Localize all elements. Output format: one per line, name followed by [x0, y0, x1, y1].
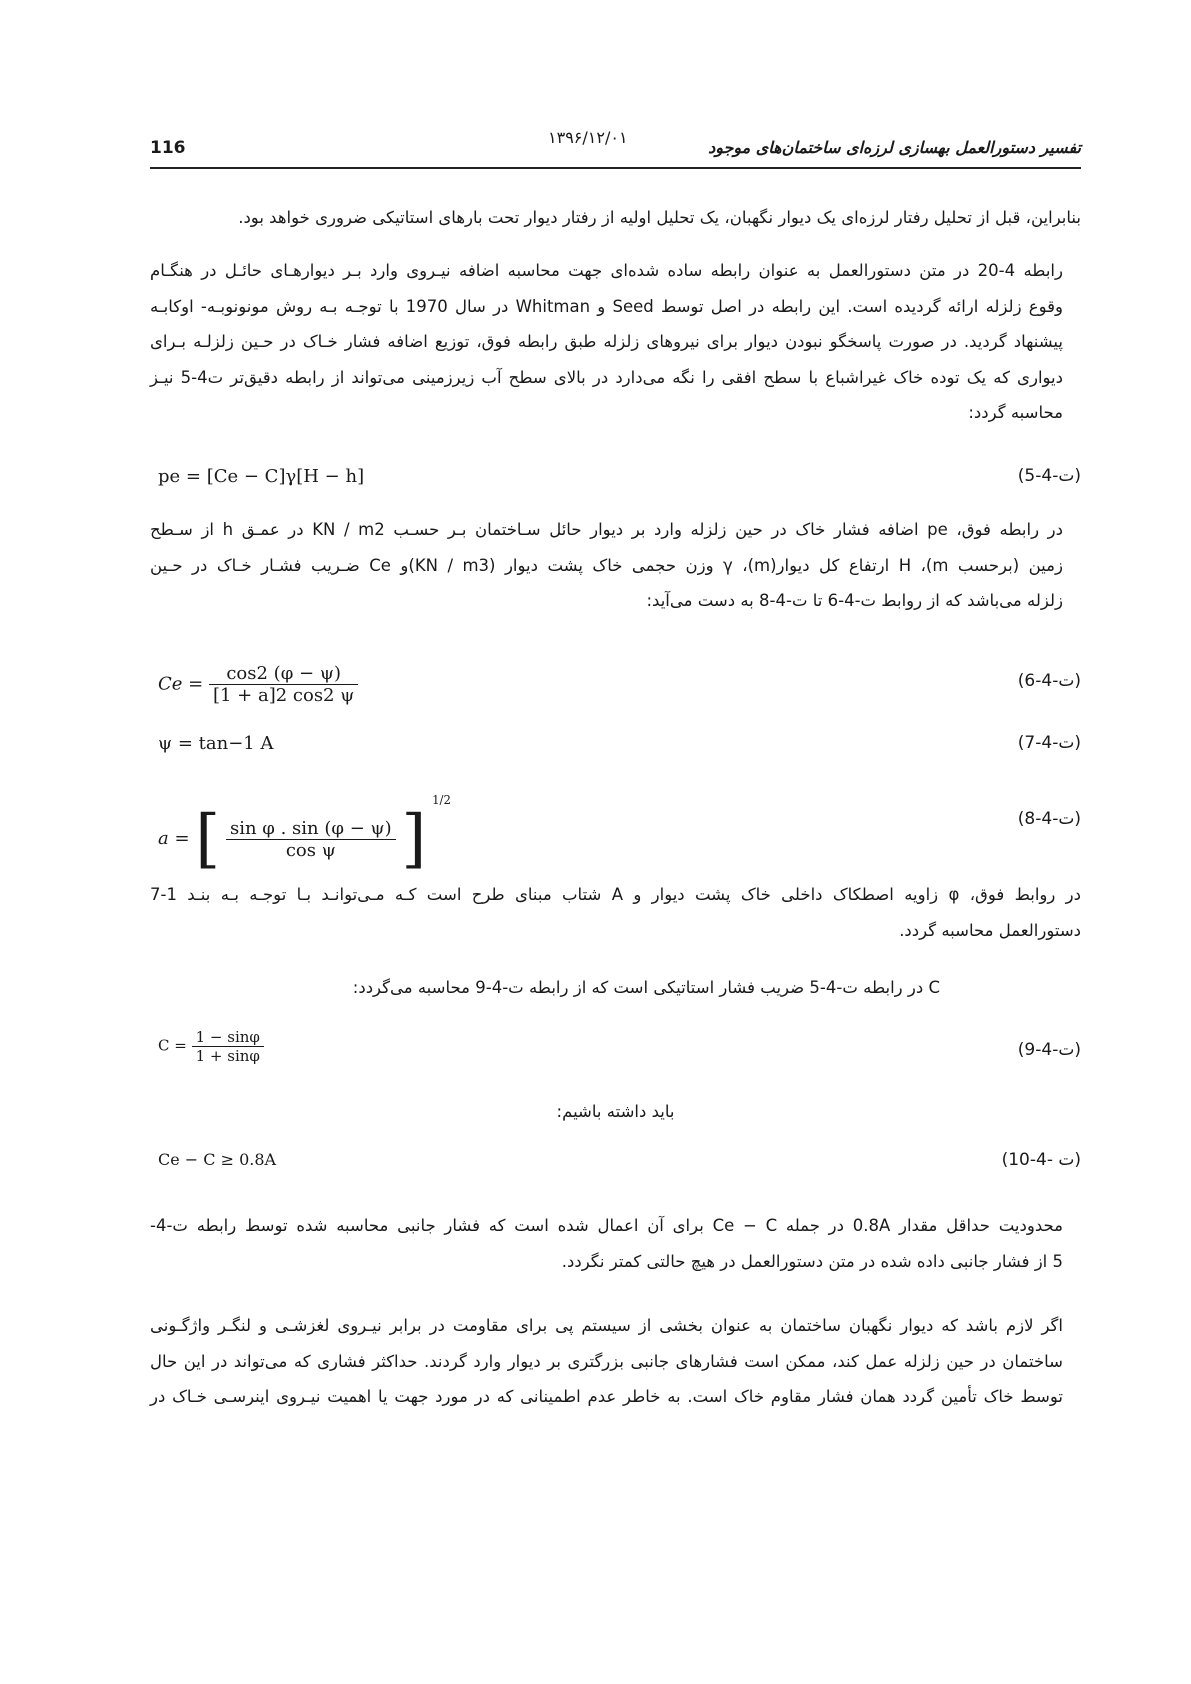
page-header	[150, 128, 1081, 164]
paragraph-line: در رابطه فوق، pe اضافه فشار خاک در حین زلزله وارد بر دیوار حائل سـاختمان بـر حسـب KN / m2 در عمـق h از سـطح	[150, 520, 1064, 539]
fraction-numerator: 1 − sinφ	[192, 1028, 264, 1047]
fraction	[226, 818, 396, 861]
right-bracket: ]	[401, 802, 427, 876]
paragraph-phi-definition	[150, 877, 1081, 948]
fraction	[209, 663, 358, 706]
fraction-denominator: [1 + a]2 cos2 ψ	[212, 685, 355, 706]
equation-number: (ت-4-5)	[1017, 466, 1081, 486]
paragraph-line: پیشنهاد گردید. در صورت پاسخگو نبودن دیوار برای نیروهای زلزله طبق رابطه فوق، توزیع اضافه فشار خـاک در حـین زلزلـه بـرای	[150, 332, 1063, 351]
equation-10	[150, 1150, 1081, 1190]
equation-number: (ت-4-6)	[1017, 671, 1081, 691]
equation-6	[150, 655, 1081, 725]
equation-lhs: C =	[158, 1036, 187, 1055]
equation-8	[150, 787, 1081, 876]
paragraph-requirement: باید داشته باشیم:	[556, 1102, 675, 1121]
paragraph-line: C در رابطه ت-4-5 ضریب فشار استاتیکی است که از رابطه ت-4-9 محاسبه می‌گردد:	[352, 978, 940, 997]
equation-number: (ت-4-8)	[1017, 809, 1081, 829]
paragraph-relation-4-20	[150, 253, 1081, 431]
header-divider	[150, 167, 1081, 169]
equation-number: (ت-4-7)	[1017, 733, 1081, 753]
equation-7	[150, 733, 1081, 773]
paragraph-static-coefficient	[150, 970, 940, 1006]
header-date: ۱۳۹۶/۱۲/۰۱	[548, 128, 628, 147]
paragraph-line: در روابط فوق، φ زاویه اصطکاک داخلی خاک پشت دیوار و A شتاب مبنای طرح است کـه مـی‌توانـد بـا توجـه بـه بنـد 1-7	[150, 885, 1081, 904]
equation-formula: pe = [Ce − C]γ[H − h]	[158, 466, 365, 487]
paragraph-line: ساختمان در حین زلزله عمل کند، ممکن است فشارهای جانبی بزرگتری بر دیوار وارد گردند. حداکثر فشاری که می‌تواند در این حال	[150, 1351, 1063, 1371]
paragraph-foundation-wall	[150, 1308, 1081, 1415]
equation-formula	[158, 793, 451, 876]
paragraph-line: زلزله می‌باشد که از روابط ت-4-6 تا ت-4-8 به دست می‌آید:	[646, 591, 1063, 610]
paragraph-line: دیواری که یک توده خاک غیراشباع با سطح افقی را نگه می‌دارد در بالای سطح آب زیرزمینی می‌تواند از رابطه دقیق‌تر ت4-5 نیـز	[150, 367, 1063, 387]
fraction-denominator: 1 + sinφ	[195, 1047, 260, 1065]
equation-formula	[158, 663, 358, 706]
paragraph-line: بنابراین، قبل از تحلیل رفتار لرزه‌ای یک دیوار نگهبان، یک تحلیل اولیه از رفتار دیوار تحت بارهای استاتیکی ضروری خواهد بود.	[238, 208, 1081, 227]
paragraph-line: وقوع زلزله ارائه گردیده است. این رابطه در اصل توسط Seed و Whitman در سال 1970 با توجـه بـه روش مونونوبـه- اوکابـه	[150, 296, 1063, 316]
equation-formula	[158, 1028, 264, 1065]
paragraph-line: محاسبه گردد:	[968, 403, 1063, 422]
fraction	[192, 1028, 264, 1065]
fraction-numerator: sin φ . sin (φ − ψ)	[226, 818, 396, 840]
equation-lhs: a =	[158, 828, 190, 849]
equation-lhs: Ce =	[158, 673, 204, 695]
paragraph-intro	[150, 200, 1081, 236]
paragraph-definitions	[150, 512, 1081, 619]
paragraph-line: رابطه 4-20 در متن دستورالعمل به عنوان رابطه ساده شده‌ای جهت محاسبه اضافه نیـروی وارد بـر دیوارهـای حائـل در هنگـام	[150, 261, 1063, 280]
fraction-denominator: cos ψ	[285, 839, 336, 861]
paragraph-line: محدودیت حداقل مقدار 0.8A در جمله Ce − C برای آن اعمال شده است که فشار جانبی محاسبه شده توسط رابطه ت-4-	[150, 1216, 1063, 1235]
paragraph-line: زمین (برحسب m)، H ارتفاع کل دیوار(m)، γ وزن حجمی خاک پشت دیوار (KN / m3)و Ce ضـریب فشـار خـاک در حـین	[150, 555, 1063, 575]
equation-number: (ت-4-9)	[1017, 1040, 1081, 1060]
left-bracket: [	[195, 802, 221, 876]
paragraph-line: 5 از فشار جانبی داده شده در متن دستورالعمل در هیچ حالتی کمتر نگردد.	[561, 1251, 1063, 1271]
paragraph-line: توسط خاک تأمین گردد همان فشار مقاوم خاک است. به خاطر عدم اطمینانی که در مورد جهت یا اهمیت نیـروی اینرسـی خـاک در	[150, 1387, 1063, 1406]
page-number: 116	[150, 138, 186, 158]
equation-formula: ψ = tan−1 A	[158, 733, 274, 754]
exponent: 1/2	[432, 793, 451, 807]
equation-number: (ت -4-10)	[1001, 1150, 1081, 1170]
paragraph-line: دستورالعمل محاسبه گردد.	[899, 920, 1081, 940]
fraction-numerator: cos2 (φ − ψ)	[209, 663, 358, 685]
paragraph-line: اگر لازم باشد که دیوار نگهبان ساختمان به عنوان بخشی از سیستم پی برای مقاومت در برابر نیـروی لغزشـی و لنگـر واژگـونی	[150, 1316, 1063, 1335]
equation-5	[150, 466, 1081, 506]
running-title: تفسیر دستورالعمل بهسازی لرزه‌ای ساختمان‌های موجود	[708, 138, 1081, 157]
equation-formula: Ce − C ≥ 0.8A	[158, 1150, 277, 1169]
paragraph-limitation	[150, 1208, 1081, 1279]
equation-9	[150, 1028, 1081, 1084]
